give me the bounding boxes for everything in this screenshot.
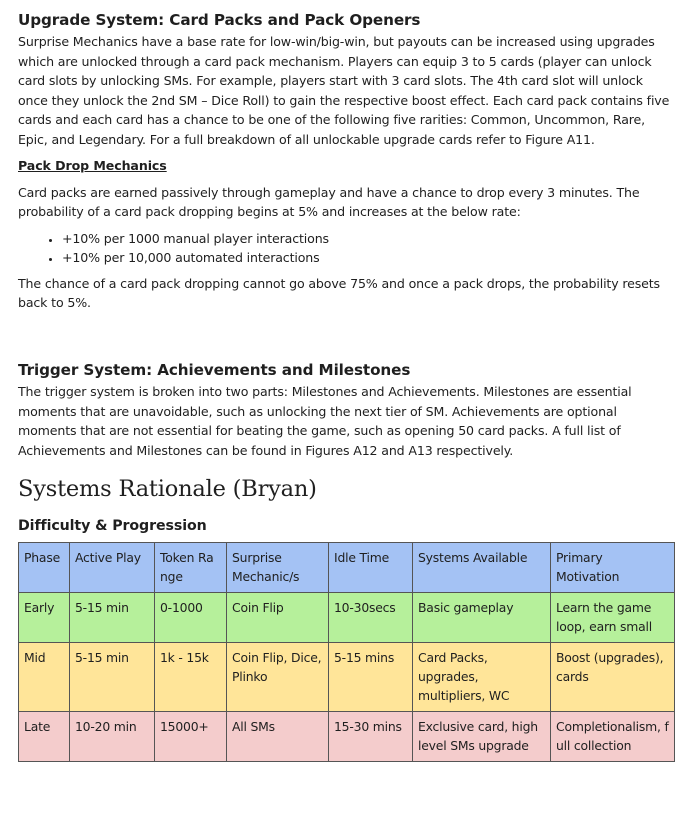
table-cell: Early — [19, 593, 70, 643]
table-cell: Coin Flip — [227, 593, 329, 643]
pack-drop-heading: Pack Drop Mechanics — [18, 157, 167, 173]
column-header-idle-time: Idle Time — [329, 543, 413, 593]
table-cell: 5-15 mins — [329, 643, 413, 712]
table-cell: 10-30secs — [329, 593, 413, 643]
trigger-system-paragraph: The trigger system is broken into two parts: Milestones and Achievements. Milestones are essential moments that are unavoidable, such as unlocking the next tier of SM. Achievements are optional moments that are not essential for beating the game, such as opening 50 card packs. A full list of Achievements and Milestones can be found in Figures A12 and A13 respectively. — [18, 383, 632, 458]
table-cell: 15-30 mins — [329, 712, 413, 762]
systems-rationale-title: Systems Rationale (Bryan) — [18, 476, 317, 503]
document-page — [18, 8, 676, 762]
table-cell: Basic gameplay — [413, 593, 551, 643]
table-cell: Mid — [19, 643, 70, 712]
pack-drop-outro: The chance of a card pack dropping cannot go above 75% and once a pack drops, the probability resets back to 5%. — [18, 275, 660, 311]
column-header-primary-motivation: Primary Motivation — [551, 543, 675, 593]
table-row — [19, 643, 675, 712]
table-cell: All SMs — [227, 712, 329, 762]
table-cell: 5-15 min — [70, 593, 155, 643]
upgrade-system-heading: Upgrade System: Card Packs and Pack Openers — [18, 11, 421, 29]
list-item: • +10% per 1000 manual player interactions — [62, 229, 676, 248]
column-header-phase: Phase — [19, 543, 70, 593]
column-header-token-range: Token Range — [155, 543, 227, 593]
table-cell: Completionalism, full collection — [551, 712, 675, 762]
list-item: • +10% per 10,000 automated interactions — [62, 248, 676, 267]
table-cell: 1k - 15k — [155, 643, 227, 712]
table-header-row — [19, 543, 675, 593]
trigger-system-heading: Trigger System: Achievements and Milestones — [18, 360, 411, 379]
spacer — [18, 313, 676, 358]
column-header-systems-available: Systems Available — [413, 543, 551, 593]
table-cell: 0-1000 — [155, 593, 227, 643]
table-cell: Learn the game loop, earn small — [551, 593, 675, 643]
column-header-active-play: Active Play — [70, 543, 155, 593]
table-row — [19, 593, 675, 643]
pack-drop-intro: Card packs are earned passively through gameplay and have a chance to drop every 3 minutes. The probability of a card pack dropping begins at 5% and increases at the below rate: — [18, 184, 640, 220]
difficulty-heading: Difficulty & Progression — [18, 518, 207, 535]
difficulty-table — [18, 542, 675, 762]
table-cell: 15000+ — [155, 712, 227, 762]
table-cell: Coin Flip, Dice, Plinko — [227, 643, 329, 712]
table-cell: Card Packs, upgrades, multipliers, WC — [413, 643, 551, 712]
table-cell: 5-15 min — [70, 643, 155, 712]
upgrade-system-paragraph: Surprise Mechanics have a base rate for low-win/big-win, but payouts can be increased using upgrades which are unlocked through a card pack mechanism. Players can equip 3 to 5 cards (player can unlock card slots by unlocking SMs. For example, players start with 3 card slots. The 4th card slot will unlock once they unlock the 2nd SM – Dice Roll) to gain the respective boost effect. Each card pack contains five cards and each card has a chance to be one of the following five rarities: Common, Uncommon, Rare, Epic, and Legendary. For a full breakdown of all unlockable upgrade cards refer to Figure A11. — [18, 34, 670, 147]
table-cell: Exclusive card, high level SMs upgrade — [413, 712, 551, 762]
pack-drop-bullet-list — [18, 229, 676, 267]
table-cell: 10-20 min — [70, 712, 155, 762]
table-cell: Late — [19, 712, 70, 762]
table-cell: Boost (upgrades), cards — [551, 643, 675, 712]
table-row — [19, 712, 675, 762]
column-header-surprise-mechanics: Surprise Mechanic/s — [227, 543, 329, 593]
